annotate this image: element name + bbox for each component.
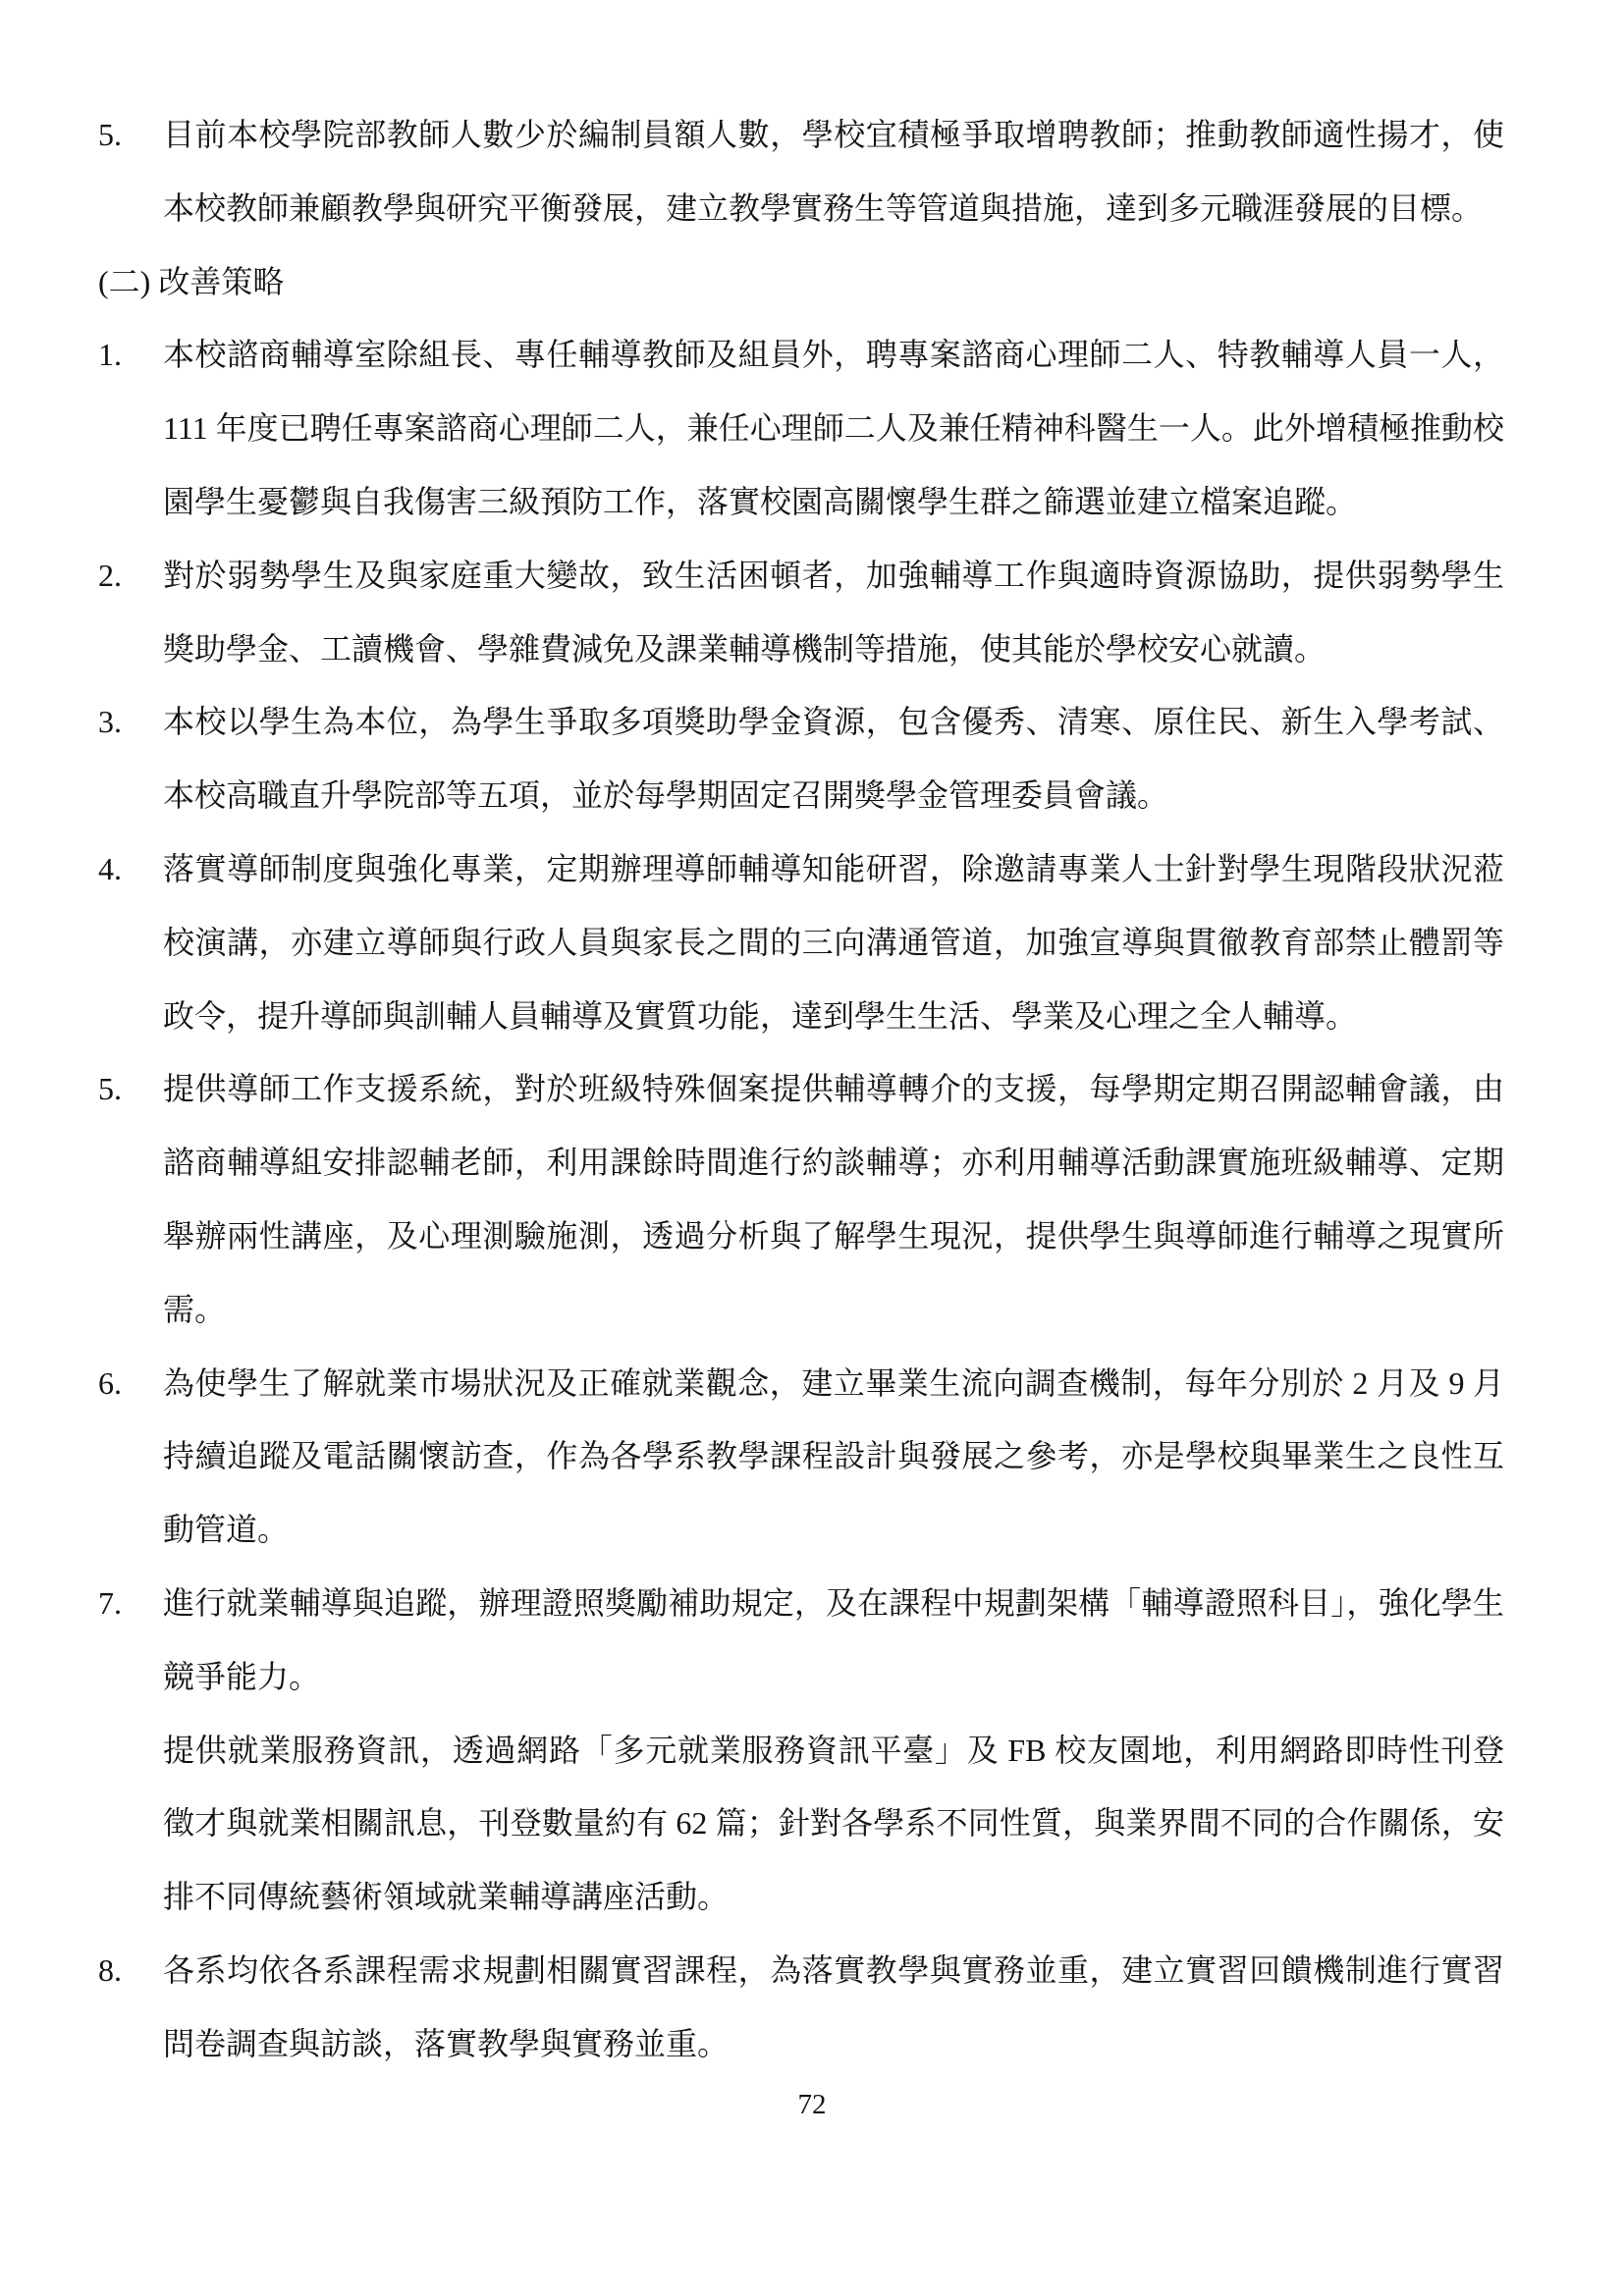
item-body <box>163 98 1504 245</box>
list-item <box>98 1567 1504 1934</box>
item-paragraph: 對於弱勢學生及與家庭重大變故，致生活困頓者，加強輔導工作與適時資源協助，提供弱勢學生獎助學金、工讀機會、學雜費減免及課業輔導機制等措施，使其能於學校安心就讀。 <box>163 557 1504 667</box>
section-heading: (二) 改善策略 <box>98 263 285 299</box>
item-number: 5. <box>98 117 122 152</box>
list-item <box>98 539 1504 686</box>
item-body <box>163 1567 1504 1934</box>
item-paragraph: 各系均依各系課程需求規劃相關實習課程，為落實教學與實務並重，建立實習回饋機制進行實習問卷調查與訪談，落實教學與實務並重。 <box>163 1951 1504 2061</box>
list-item <box>98 98 1504 245</box>
item-paragraph: 為使學生了解就業市場狀況及正確就業觀念，建立畢業生流向調查機制，每年分別於 2 月及 9 月持續追蹤及電話關懷訪查，作為各學系教學課程設計與發展之參考，亦是學校與畢業生之良性互動管道。 <box>163 1364 1504 1548</box>
list-item <box>98 318 1504 538</box>
item-body <box>163 685 1504 832</box>
item-body <box>163 539 1504 686</box>
item-paragraph: 本校以學生為本位，為學生爭取多項獎助學金資源，包含優秀、清寒、原住民、新生入學考試、本校高職直升學院部等五項，並於每學期固定召開獎學金管理委員會議。 <box>163 704 1504 814</box>
item-paragraph: 落實導師制度與強化專業，定期辦理導師輔導知能研習，除邀請專業人士針對學生現階段狀況蒞校演講，亦建立導師與行政人員與家長之間的三向溝通管道，加強宣導與貫徹教育部禁止體罰等政令，提升導師與訓輔人員輔導及實質功能，達到學生生活、學業及心理之全人輔導。 <box>163 850 1504 1034</box>
list-item <box>98 1347 1504 1567</box>
item-number: 6. <box>98 1364 122 1401</box>
item-body <box>163 318 1504 538</box>
list-item <box>98 685 1504 832</box>
item-paragraph: 本校諮商輔導室除組長、專任輔導教師及組員外，聘專案諮商心理師二人、特教輔導人員一人，111 年度已聘任專案諮商心理師二人，兼任心理師二人及兼任精神科醫生一人。此外增積極推動校園學生憂鬱與自我傷害三級預防工作，落實校園高關懷學生群之篩選並建立檔案追蹤。 <box>163 337 1504 519</box>
item-number: 8. <box>98 1951 122 1988</box>
item-number: 2. <box>98 557 122 593</box>
item-body <box>163 1347 1504 1567</box>
item-number: 7. <box>98 1584 122 1621</box>
item-number: 3. <box>98 704 122 740</box>
list-item <box>98 832 1504 1052</box>
item-paragraph: 提供導師工作支援系統，對於班級特殊個案提供輔導轉介的支援，每學期定期召開認輔會議，由諮商輔導組安排認輔老師，利用課餘時間進行約談輔導；亦利用輔導活動課實施班級輔導、定期舉辦兩性講座，及心理測驗施測，透過分析與了解學生現況，提供學生與導師進行輔導之現實所需。 <box>163 1071 1504 1327</box>
list-item <box>98 1934 1504 2081</box>
item-paragraph: 進行就業輔導與追蹤，辦理證照獎勵補助規定，及在課程中規劃架構「輔導證照科目」，強化學生競爭能力。 <box>163 1584 1504 1694</box>
item-paragraph: 目前本校學院部教師人數少於編制員額人數，學校宜積極爭取增聘教師；推動教師適性揚才，使本校教師兼顧教學與研究平衡發展，建立教學實務生等管道與措施，達到多元職涯發展的目標。 <box>163 117 1504 226</box>
item-number: 1. <box>98 337 122 373</box>
item-number: 4. <box>98 850 122 886</box>
item-body <box>163 1934 1504 2081</box>
item-number: 5. <box>98 1071 122 1107</box>
item-body <box>163 832 1504 1052</box>
list-item <box>98 1052 1504 1346</box>
item-paragraph: 提供就業服務資訊，透過網路「多元就業服務資訊平臺」及 FB 校友園地，利用網路即時性刊登徵才與就業相關訊息，刊登數量約有 62 篇；針對各學系不同性質，與業界間不同的合作關係，安排不同傳統藝術領域就業輔導講座活動。 <box>163 1732 1504 1915</box>
item-body <box>163 1052 1504 1346</box>
page-number: 72 <box>797 2089 827 2120</box>
